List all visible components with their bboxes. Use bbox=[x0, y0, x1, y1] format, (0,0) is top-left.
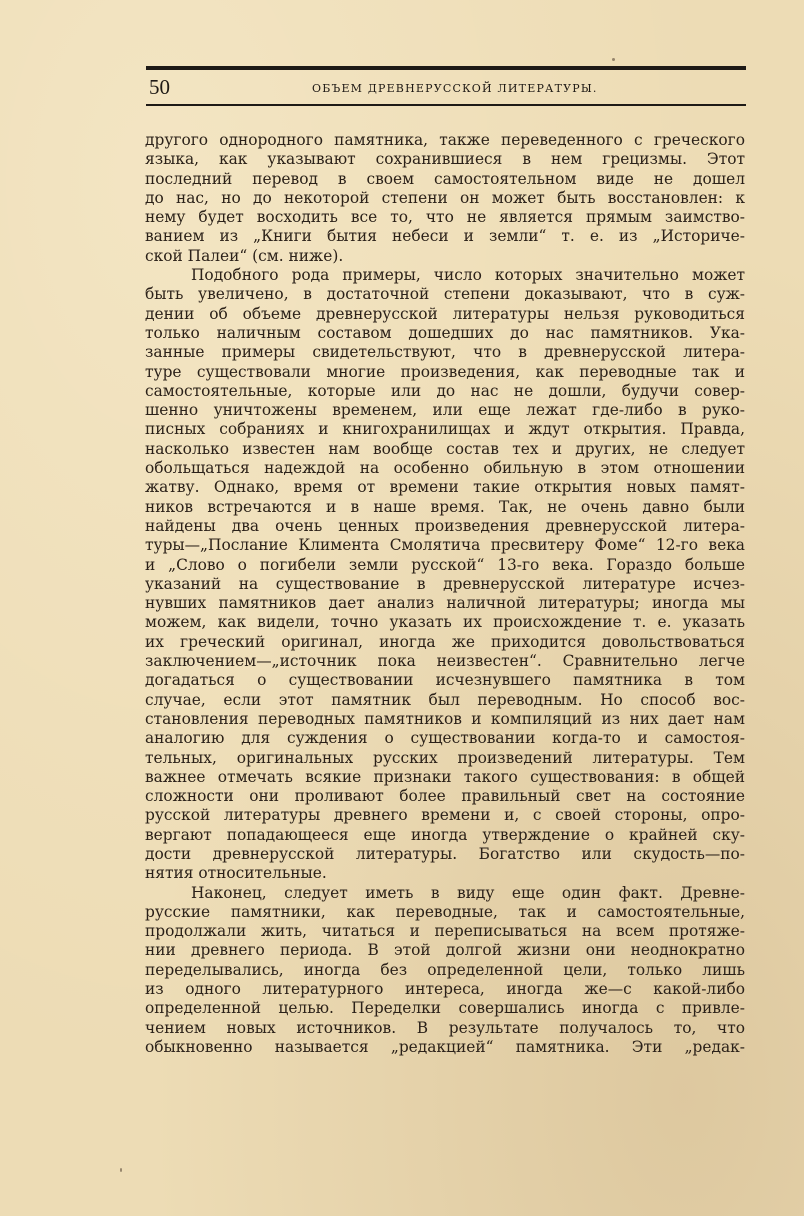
page-header bbox=[146, 66, 746, 108]
running-title: ОБЪЕМ ДРЕВНЕРУССКОЙ ЛИТЕРАТУРЫ. bbox=[312, 82, 598, 95]
text-line: чением новых источников. В результате получалось то, что bbox=[145, 1018, 745, 1037]
text-line: дении об объеме древнерусской литературы нельзя руководиться bbox=[145, 304, 745, 323]
text-line: нии древнего периода. В этой долгой жизни они неоднократно bbox=[145, 941, 745, 960]
text-line: сложности они проливают более правильный свет на состояние bbox=[145, 787, 745, 806]
text-line: быть увеличено, в достаточной степени доказывают, что в суж- bbox=[145, 285, 745, 304]
text-line: аналогию для суждения о существовании когда-то и самостоя- bbox=[145, 729, 745, 748]
paper-speck bbox=[120, 1168, 122, 1172]
text-line: другого однородного памятника, также переведенного с греческого bbox=[145, 131, 745, 149]
text-line: продолжали жить, читаться и переписываться на всем протяже- bbox=[145, 922, 745, 941]
text-line: вергают попадающееся еще иногда утверждение о крайней ску- bbox=[145, 825, 745, 844]
text-line: русские памятники, как переводные, так и самостоятельные, bbox=[145, 902, 745, 921]
text-line: обыкновенно называется „редакцией“ памятника. Эти „редак- bbox=[145, 1037, 745, 1056]
text-line: переделывались, иногда без определенной цели, только лишь bbox=[145, 960, 745, 979]
text-line: нувших памятников дает анализ наличной литературы; иногда мы bbox=[145, 594, 745, 613]
text-line: из одного литературного интереса, иногда же—с какой-либо bbox=[145, 980, 745, 999]
header-rule-bottom bbox=[146, 104, 746, 106]
text-line: определенной целью. Переделки совершались иногда с привле- bbox=[145, 999, 745, 1018]
text-line: можем, как видели, точно указать их происхождение т. е. указать bbox=[145, 613, 745, 632]
text-line: найдены два очень ценных произведения древнерусской литера- bbox=[145, 516, 745, 535]
text-line: жатву. Однако, время от времени такие открытия новых памят- bbox=[145, 478, 745, 497]
text-line: туре существовали многие произведения, как переводные так и bbox=[145, 362, 745, 381]
text-line: догадаться о существовании исчезнувшего памятника в том bbox=[145, 671, 745, 690]
text-line: нятия относительные. bbox=[145, 864, 327, 883]
header-rule-top bbox=[146, 66, 746, 70]
text-line: ской Палеи“ (см. ниже). bbox=[145, 246, 344, 265]
text-line: ванием из „Книги бытия небеси и земли“ т. е. из „Историче- bbox=[145, 227, 745, 246]
text-line: Подобного рода примеры, число которых значительно может bbox=[191, 266, 745, 285]
page-number: 50 bbox=[149, 75, 170, 99]
text-line: указаний на существование в древнерусской литературе исчез- bbox=[145, 574, 745, 593]
text-line: писных собраниях и книгохранилищах и ждут открытия. Правда, bbox=[145, 420, 745, 439]
text-line: шенно уничтожены временем, или еще лежат где-либо в руко- bbox=[145, 401, 745, 420]
text-line: их греческий оригинал, иногда же приходится довольствоваться bbox=[145, 632, 745, 651]
text-line: языка, как указывают сохранившиеся в нем грецизмы. Этот bbox=[145, 150, 745, 169]
text-line: ников встречаются и в наше время. Так, не очень давно были bbox=[145, 497, 745, 516]
text-line: только наличным составом дошедших до нас памятников. Ука- bbox=[145, 323, 745, 342]
text-line: и „Слово о погибели земли русской“ 13-го века. Гораздо больше bbox=[145, 555, 745, 574]
body-text bbox=[145, 131, 745, 1057]
text-line: обольщаться надеждой на особенно обильную в этом отношении bbox=[145, 459, 745, 478]
text-line: случае, если этот памятник был переводным. Но способ вос- bbox=[145, 690, 745, 709]
text-line: нему будет восходить все то, что не является прямым заимство- bbox=[145, 208, 745, 227]
text-line: до нас, но до некоторой степени он может быть восстановлен: к bbox=[145, 188, 745, 207]
text-line: русской литературы древнего времени и, с своей стороны, опро- bbox=[145, 806, 745, 825]
text-line: насколько известен нам вообще состав тех и других, не следует bbox=[145, 439, 745, 458]
text-line: туры—„Послание Климента Смолятича пресвитеру Фоме“ 12-го века bbox=[145, 536, 745, 555]
paper-speck bbox=[612, 58, 615, 61]
text-line: заключением—„источник пока неизвестен“. Сравнительно легче bbox=[145, 652, 745, 671]
text-line: самостоятельные, которые или до нас не дошли, будучи совер- bbox=[145, 381, 745, 400]
text-line: занные примеры свидетельствуют, что в древнерусской литера- bbox=[145, 343, 745, 362]
text-line: тельных, оригинальных русских произведений литературы. Тем bbox=[145, 748, 745, 767]
text-line: Наконец, следует иметь в виду еще один факт. Древне- bbox=[191, 883, 745, 902]
text-line: дости древнерусской литературы. Богатство или скудость—по- bbox=[145, 844, 745, 863]
text-line: становления переводных памятников и компиляций из них дает нам bbox=[145, 709, 745, 728]
text-line: последний перевод в своем самостоятельном виде не дошел bbox=[145, 169, 745, 188]
text-line: важнее отмечать всякие признаки такого существования: в общей bbox=[145, 767, 745, 786]
